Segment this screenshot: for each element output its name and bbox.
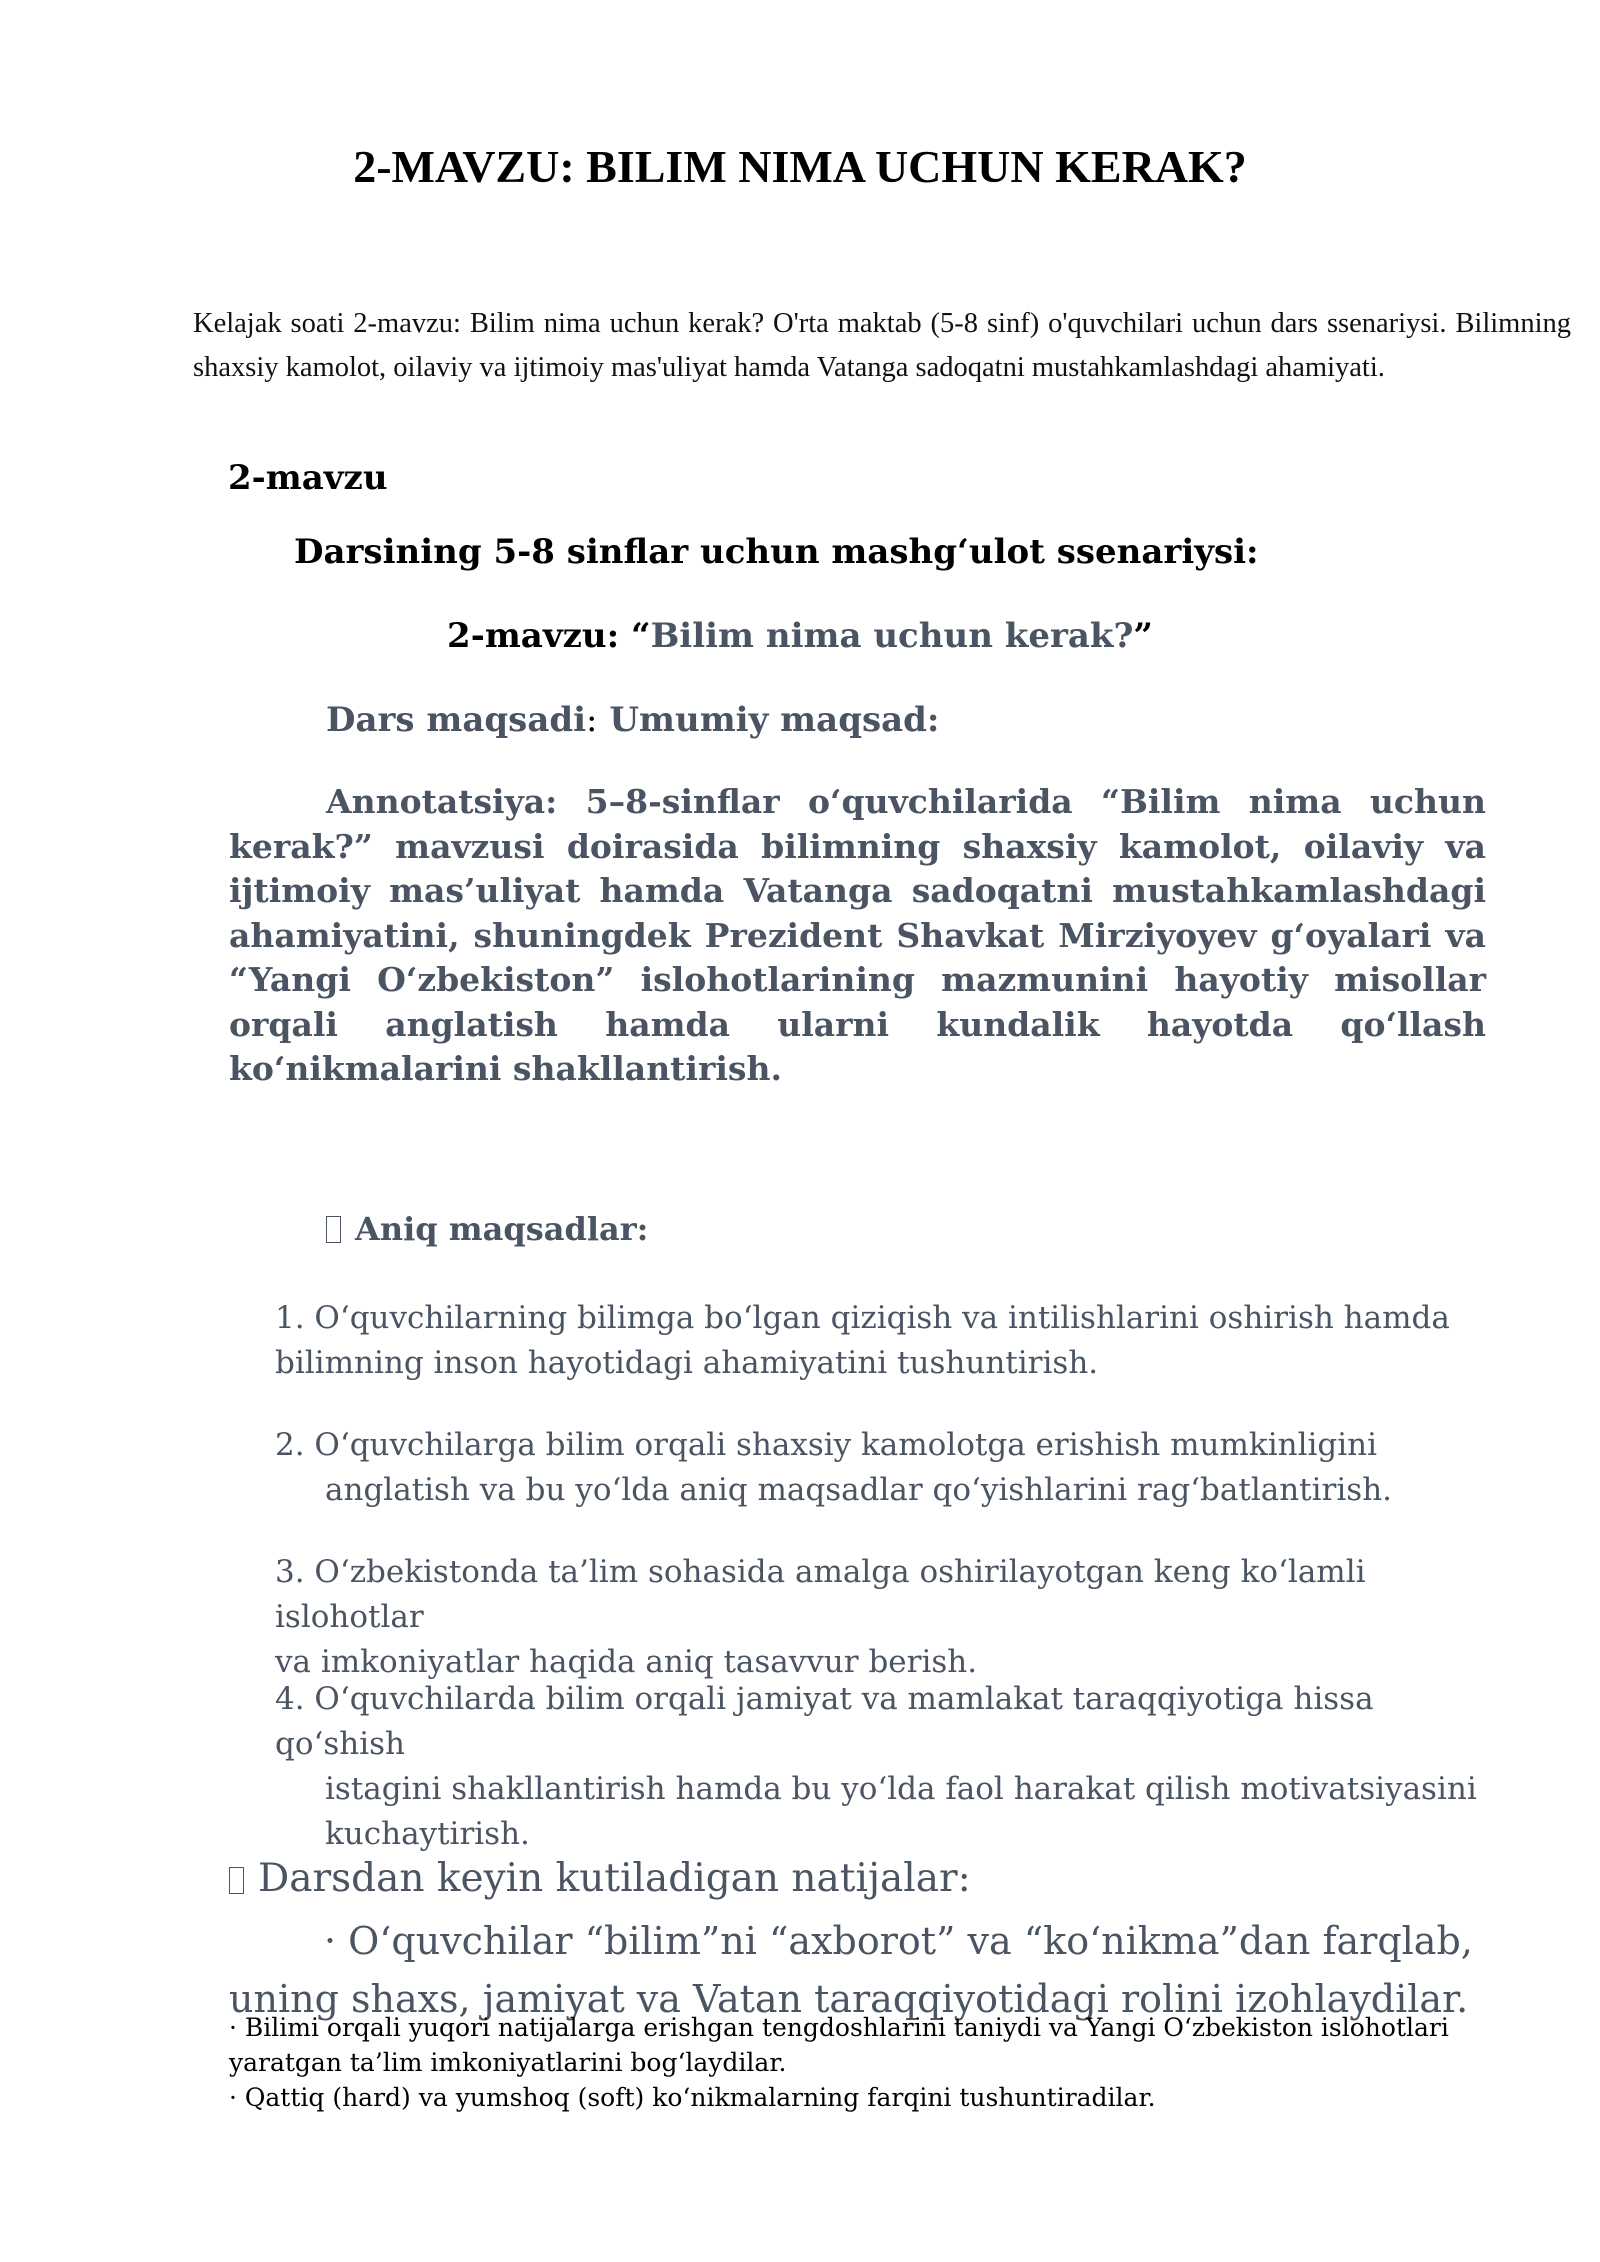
objectives-heading-text: Aniq maqsadlar: <box>355 1210 649 1248</box>
objective-line: 1. O‘quvchilarning bilimga bo‘lgan qiziqish va intilishlarini oshirish hamda <box>275 1300 1450 1336</box>
result-line: uning shaxs, jamiyat va Vatan taraqqiyotidagi rolini izohlaydilar. <box>229 1977 1469 2021</box>
topic-heading-prefix: 2-mavzu: “ <box>447 616 651 656</box>
topic-heading-suffix: ” <box>1133 616 1153 656</box>
objective-line: 3. O‘zbekistonda ta’lim sohasida amalga oshirilayotgan keng ko‘lamli islohotlar <box>275 1554 1366 1635</box>
result-line: · O‘quvchilar “bilim”ni “axborot” va “ko‘nikma”dan farqlab, <box>324 1919 1473 1963</box>
objective-line: 2. O‘quvchilarga bilim orqali shaxsiy kamolotga erishish mumkinligini <box>275 1427 1378 1463</box>
objectives-heading <box>326 1210 648 1248</box>
objective-line: bilimning inson hayotidagi ahamiyatini tushuntirish. <box>275 1345 1099 1381</box>
result-item-3: · Qattiq (hard) va yumshoq (soft) ko‘nikmalarning farqini tushuntiradilar. <box>229 2083 1156 2112</box>
topic-heading <box>300 616 1300 656</box>
objective-item-1 <box>275 1296 1495 1386</box>
scenario-heading: Darsining 5-8 sinflar uchun mashg‘ulot ssenariysi: <box>294 532 1259 572</box>
topic-heading-question: Bilim nima uchun kerak? <box>650 616 1134 656</box>
objective-line: 4. O‘quvchilarda bilim orqali jamiyat va mamlakat taraqqiyotiga hissa qo‘shish <box>275 1681 1374 1762</box>
lesson-goal <box>326 700 939 740</box>
document-title: 2-MAVZU: BILIM NIMA UCHUN KERAK? <box>353 141 1247 192</box>
results-heading <box>229 1856 971 1901</box>
lesson-goal-label: Dars maqsadi <box>326 700 587 740</box>
annotation-paragraph: Annotatsiya: 5–8-sinflar o‘quvchilarida “Bilim nima uchun kerak?” mavzusi doirasida bilimning shaxsiy kamolot, oilaviy va ijtimoiy mas’uliyat hamda Vatanga sadoqatni mustahkamlashdagi ahamiyatini, shuningdek Prezident Shavkat Mirziyoyev g‘oyalari va “Yangi O‘zbekiston” islohotlarining mazmunini hayotiy misollar orqali anglatish hamda ularni kundalik hayotda qo‘llash ko‘nikmalarini shakllantirish. <box>229 782 1486 1088</box>
objective-line: anglatish va bu yo‘lda aniq maqsadlar qo‘yishlarini rag‘batlantirish. <box>325 1472 1393 1508</box>
objective-item-4 <box>275 1677 1495 1857</box>
objective-line: istagini shakllantirish hamda bu yo‘lda faol harakat qilish motivatsiyasini <box>325 1771 1477 1807</box>
objective-line: kuchaytirish. <box>325 1816 530 1852</box>
checkbox-icon <box>326 1216 341 1243</box>
result-item-2: · Bilimi orqali yuqori natijalarga erishgan tengdoshlarini taniydi va Yangi O‘zbekiston islohotlari yaratgan ta’lim imkoniyatlarini bog‘laydilar. <box>229 2013 1449 2077</box>
lesson-goal-separator: : <box>586 700 598 740</box>
results-heading-text: Darsdan keyin kutiladigan natijalar: <box>258 1856 971 1901</box>
intro-paragraph: Kelajak soati 2-mavzu: Bilim nima uchun kerak? O'rta maktab (5-8 sinf) o'quvchilari uchun dars ssenariysi. Bilimning shaxsiy kamolot, oilaviy va ijtimoiy mas'uliyat hamda Vatanga sadoqatni mustahkamlashdagi ahamiyati. <box>193 308 1571 383</box>
checkbox-icon <box>229 1867 244 1894</box>
objective-line: va imkoniyatlar haqida aniq tasavvur berish. <box>275 1644 978 1680</box>
topic-label: 2-mavzu <box>228 458 388 498</box>
objective-item-3 <box>275 1550 1495 1685</box>
lesson-goal-value: Umumiy maqsad: <box>597 700 940 740</box>
objective-item-2 <box>275 1423 1495 1513</box>
